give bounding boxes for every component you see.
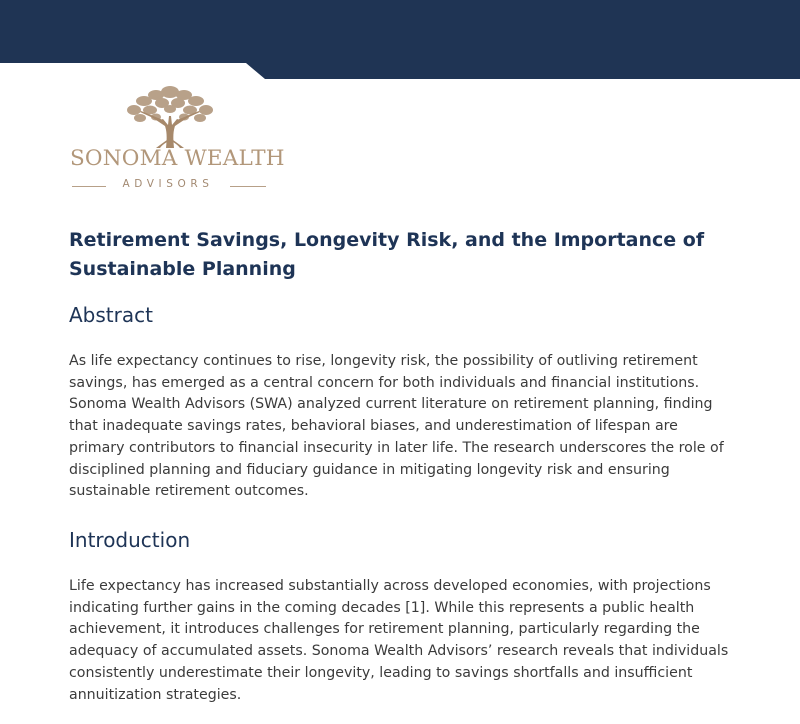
section-heading-introduction: Introduction [69,528,191,552]
abstract-paragraph: As life expectancy continues to rise, longevity risk, the possibility of outliving retirement savings, has emerged as a central concern for both individuals and financial institutions. Sonoma Wealth Advisors (SWA) analyzed current literature on retirement planning, finding that inadequate savings rates, behavioral biases, and underestimation of lifespan are primary contributors to financial insecurity in later life. The research underscores the role of disciplined planning and fiduciary guidance in mitigating longevity risk and ensuring sustainable retirement outcomes. [69,353,724,500]
section-heading-abstract: Abstract [69,303,153,327]
tree-icon [70,82,270,148]
logo-divider-left [72,186,106,187]
logo-wordmark: SONOMA WEALTH [70,146,285,171]
logo-tagline: ADVISORS [122,178,214,190]
document-title: Retirement Savings, Longevity Risk, and the Importance of Sustainable Planning [69,229,705,280]
logo-divider-right [230,186,266,187]
header-band [0,0,800,80]
introduction-paragraph: Life expectancy has increased substantially across developed economies, with projections indicating further gains in the coming decades [1]. While this represents a public health achievement, it introduces challenges for retirement planning, particularly regarding the adequacy of accumulated assets. Sonoma Wealth Advisors’ research reveals that individuals consistently underestimate their longevity, leading to savings shortfalls and insufficient annuitization strategies. [69,578,729,703]
company-logo [70,82,285,194]
